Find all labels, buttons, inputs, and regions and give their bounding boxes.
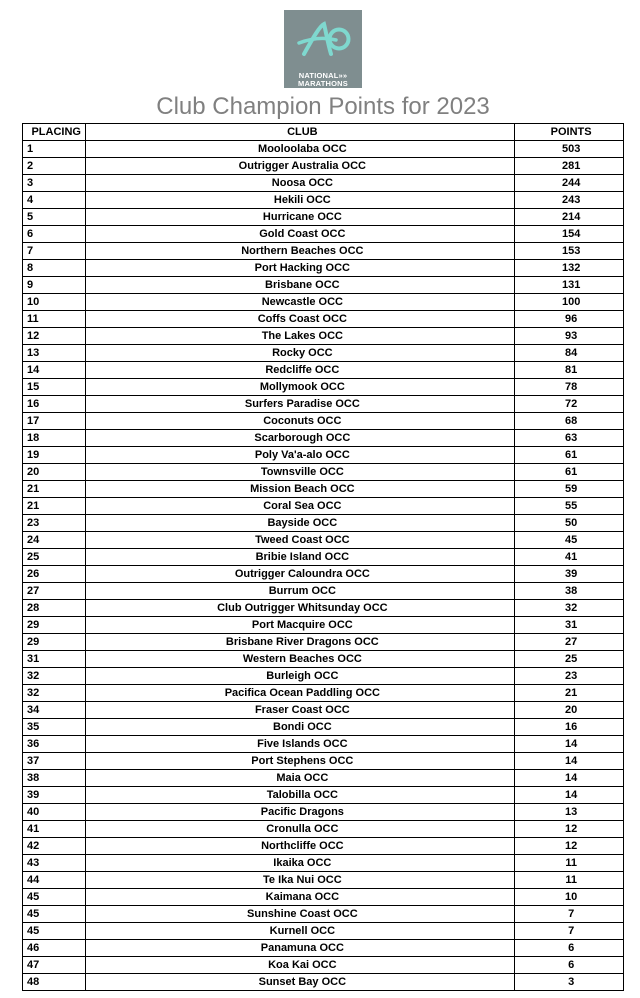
club-cell: Noosa OCC (86, 175, 515, 192)
points-cell: 281 (515, 158, 624, 175)
points-cell: 6 (515, 940, 624, 957)
header-club: CLUB (86, 124, 515, 141)
club-cell: Talobilla OCC (86, 787, 515, 804)
club-cell: Sunshine Coast OCC (86, 906, 515, 923)
placing-cell: 41 (23, 821, 86, 838)
placing-cell: 36 (23, 736, 86, 753)
table-row (23, 923, 624, 940)
placing-cell: 7 (23, 243, 86, 260)
table-row (23, 583, 624, 600)
points-cell: 45 (515, 532, 624, 549)
logo-text-national: NATIONAL»» (298, 71, 348, 80)
club-cell: Fraser Coast OCC (86, 702, 515, 719)
club-cell: Koa Kai OCC (86, 957, 515, 974)
placing-cell: 6 (23, 226, 86, 243)
table-row (23, 447, 624, 464)
placing-cell: 11 (23, 311, 86, 328)
table-row (23, 940, 624, 957)
club-cell: Coffs Coast OCC (86, 311, 515, 328)
placing-cell: 31 (23, 651, 86, 668)
points-cell: 13 (515, 804, 624, 821)
table-row (23, 362, 624, 379)
placing-cell: 46 (23, 940, 86, 957)
club-cell: Pacifica Ocean Paddling OCC (86, 685, 515, 702)
placing-cell: 16 (23, 396, 86, 413)
club-cell: Mollymook OCC (86, 379, 515, 396)
table-row (23, 651, 624, 668)
table-row (23, 821, 624, 838)
table-row (23, 260, 624, 277)
club-cell: Northern Beaches OCC (86, 243, 515, 260)
table-row (23, 600, 624, 617)
club-cell: Burleigh OCC (86, 668, 515, 685)
club-cell: Brisbane River Dragons OCC (86, 634, 515, 651)
table-row (23, 855, 624, 872)
points-cell: 3 (515, 974, 624, 991)
club-cell: Gold Coast OCC (86, 226, 515, 243)
points-cell: 25 (515, 651, 624, 668)
club-cell: Kurnell OCC (86, 923, 515, 940)
club-cell: Cronulla OCC (86, 821, 515, 838)
club-cell: Scarborough OCC (86, 430, 515, 447)
placing-cell: 13 (23, 345, 86, 362)
club-cell: Redcliffe OCC (86, 362, 515, 379)
logo-text-marathons: MARATHONS (298, 79, 348, 88)
table-row (23, 753, 624, 770)
points-cell: 7 (515, 923, 624, 940)
points-cell: 11 (515, 855, 624, 872)
table-row (23, 906, 624, 923)
points-cell: 14 (515, 753, 624, 770)
placing-cell: 24 (23, 532, 86, 549)
table-row (23, 634, 624, 651)
points-cell: 61 (515, 447, 624, 464)
points-cell: 100 (515, 294, 624, 311)
placing-cell: 5 (23, 209, 86, 226)
table-header-row (23, 124, 624, 141)
placing-cell: 40 (23, 804, 86, 821)
table-row (23, 685, 624, 702)
table-row (23, 957, 624, 974)
placing-cell: 32 (23, 668, 86, 685)
table-row (23, 345, 624, 362)
placing-cell: 15 (23, 379, 86, 396)
club-cell: Panamuna OCC (86, 940, 515, 957)
placing-cell: 2 (23, 158, 86, 175)
placing-cell: 9 (23, 277, 86, 294)
points-cell: 244 (515, 175, 624, 192)
table-row (23, 498, 624, 515)
table-row (23, 141, 624, 158)
placing-cell: 8 (23, 260, 86, 277)
placing-cell: 29 (23, 617, 86, 634)
points-cell: 503 (515, 141, 624, 158)
table-row (23, 430, 624, 447)
placing-cell: 42 (23, 838, 86, 855)
points-cell: 38 (515, 583, 624, 600)
club-cell: Te Ika Nui OCC (86, 872, 515, 889)
points-cell: 41 (515, 549, 624, 566)
points-cell: 61 (515, 464, 624, 481)
table-row (23, 515, 624, 532)
table-row (23, 719, 624, 736)
table-row (23, 277, 624, 294)
placing-cell: 48 (23, 974, 86, 991)
table-row (23, 787, 624, 804)
points-cell: 153 (515, 243, 624, 260)
points-cell: 84 (515, 345, 624, 362)
points-cell: 27 (515, 634, 624, 651)
placing-cell: 27 (23, 583, 86, 600)
club-cell: Tweed Coast OCC (86, 532, 515, 549)
placing-cell: 21 (23, 498, 86, 515)
points-cell: 68 (515, 413, 624, 430)
club-cell: Surfers Paradise OCC (86, 396, 515, 413)
placing-cell: 37 (23, 753, 86, 770)
placing-cell: 28 (23, 600, 86, 617)
table-row (23, 532, 624, 549)
placing-cell: 44 (23, 872, 86, 889)
placing-cell: 39 (23, 787, 86, 804)
placing-cell: 29 (23, 634, 86, 651)
table-row (23, 668, 624, 685)
points-cell: 243 (515, 192, 624, 209)
points-cell: 50 (515, 515, 624, 532)
points-cell: 32 (515, 600, 624, 617)
points-cell: 6 (515, 957, 624, 974)
club-cell: Hurricane OCC (86, 209, 515, 226)
points-cell: 132 (515, 260, 624, 277)
placing-cell: 34 (23, 702, 86, 719)
national-marathons-logo (284, 10, 362, 88)
club-cell: Burrum OCC (86, 583, 515, 600)
points-cell: 78 (515, 379, 624, 396)
placing-cell: 17 (23, 413, 86, 430)
club-cell: The Lakes OCC (86, 328, 515, 345)
club-cell: Rocky OCC (86, 345, 515, 362)
table-row (23, 209, 624, 226)
club-cell: Mooloolaba OCC (86, 141, 515, 158)
points-cell: 10 (515, 889, 624, 906)
points-cell: 12 (515, 838, 624, 855)
placing-cell: 25 (23, 549, 86, 566)
points-cell: 214 (515, 209, 624, 226)
points-cell: 131 (515, 277, 624, 294)
points-cell: 23 (515, 668, 624, 685)
placing-cell: 14 (23, 362, 86, 379)
points-cell: 14 (515, 770, 624, 787)
club-cell: Maia OCC (86, 770, 515, 787)
table-row (23, 549, 624, 566)
placing-cell: 12 (23, 328, 86, 345)
placing-cell: 43 (23, 855, 86, 872)
table-row (23, 243, 624, 260)
placing-cell: 45 (23, 923, 86, 940)
club-cell: Outrigger Australia OCC (86, 158, 515, 175)
table-row (23, 379, 624, 396)
table-row (23, 226, 624, 243)
table-row (23, 736, 624, 753)
club-cell: Hekili OCC (86, 192, 515, 209)
table-row (23, 974, 624, 991)
points-cell: 63 (515, 430, 624, 447)
placing-cell: 35 (23, 719, 86, 736)
points-cell: 14 (515, 787, 624, 804)
table-row (23, 158, 624, 175)
points-cell: 93 (515, 328, 624, 345)
table-row (23, 702, 624, 719)
placing-cell: 47 (23, 957, 86, 974)
placing-cell: 18 (23, 430, 86, 447)
points-cell: 16 (515, 719, 624, 736)
points-cell: 59 (515, 481, 624, 498)
club-cell: Newcastle OCC (86, 294, 515, 311)
points-cell: 72 (515, 396, 624, 413)
placing-cell: 26 (23, 566, 86, 583)
table-row (23, 889, 624, 906)
table-row (23, 872, 624, 889)
header-placing: PLACING (23, 124, 86, 141)
placing-cell: 20 (23, 464, 86, 481)
club-cell: Northcliffe OCC (86, 838, 515, 855)
placing-cell: 21 (23, 481, 86, 498)
club-cell: Brisbane OCC (86, 277, 515, 294)
placing-cell: 38 (23, 770, 86, 787)
club-cell: Ikaika OCC (86, 855, 515, 872)
club-cell: Pacific Dragons (86, 804, 515, 821)
header-points: POINTS (515, 124, 624, 141)
table-row (23, 481, 624, 498)
points-cell: 39 (515, 566, 624, 583)
club-cell: Sunset Bay OCC (86, 974, 515, 991)
points-cell: 81 (515, 362, 624, 379)
placing-cell: 32 (23, 685, 86, 702)
table-row (23, 838, 624, 855)
table-row (23, 192, 624, 209)
club-cell: Port Stephens OCC (86, 753, 515, 770)
points-cell: 31 (515, 617, 624, 634)
club-cell: Port Macquire OCC (86, 617, 515, 634)
table-row (23, 413, 624, 430)
points-cell: 96 (515, 311, 624, 328)
club-cell: Five Islands OCC (86, 736, 515, 753)
table-row (23, 770, 624, 787)
points-cell: 154 (515, 226, 624, 243)
placing-cell: 45 (23, 889, 86, 906)
table-row (23, 464, 624, 481)
placing-cell: 23 (23, 515, 86, 532)
club-cell: Port Hacking OCC (86, 260, 515, 277)
club-cell: Club Outrigger Whitsunday OCC (86, 600, 515, 617)
points-cell: 7 (515, 906, 624, 923)
club-cell: Mission Beach OCC (86, 481, 515, 498)
page-title: Club Champion Points for 2023 (156, 93, 490, 120)
club-cell: Bondi OCC (86, 719, 515, 736)
placing-cell: 4 (23, 192, 86, 209)
placing-cell: 1 (23, 141, 86, 158)
points-cell: 55 (515, 498, 624, 515)
points-cell: 20 (515, 702, 624, 719)
placing-cell: 3 (23, 175, 86, 192)
points-cell: 12 (515, 821, 624, 838)
club-cell: Townsville OCC (86, 464, 515, 481)
table-row (23, 294, 624, 311)
club-cell: Poly Va'a-alo OCC (86, 447, 515, 464)
club-cell: Kaimana OCC (86, 889, 515, 906)
table-row (23, 566, 624, 583)
points-cell: 11 (515, 872, 624, 889)
club-cell: Coconuts OCC (86, 413, 515, 430)
club-cell: Coral Sea OCC (86, 498, 515, 515)
club-cell: Bayside OCC (86, 515, 515, 532)
club-cell: Bribie Island OCC (86, 549, 515, 566)
placing-cell: 10 (23, 294, 86, 311)
table-row (23, 311, 624, 328)
placing-cell: 45 (23, 906, 86, 923)
points-cell: 21 (515, 685, 624, 702)
placing-cell: 19 (23, 447, 86, 464)
points-cell: 14 (515, 736, 624, 753)
table-row (23, 804, 624, 821)
club-cell: Outrigger Caloundra OCC (86, 566, 515, 583)
results-table (22, 123, 624, 991)
ao-swoosh-icon (284, 10, 362, 72)
table-row (23, 396, 624, 413)
table-row (23, 328, 624, 345)
table-row (23, 175, 624, 192)
club-cell: Western Beaches OCC (86, 651, 515, 668)
table-row (23, 617, 624, 634)
